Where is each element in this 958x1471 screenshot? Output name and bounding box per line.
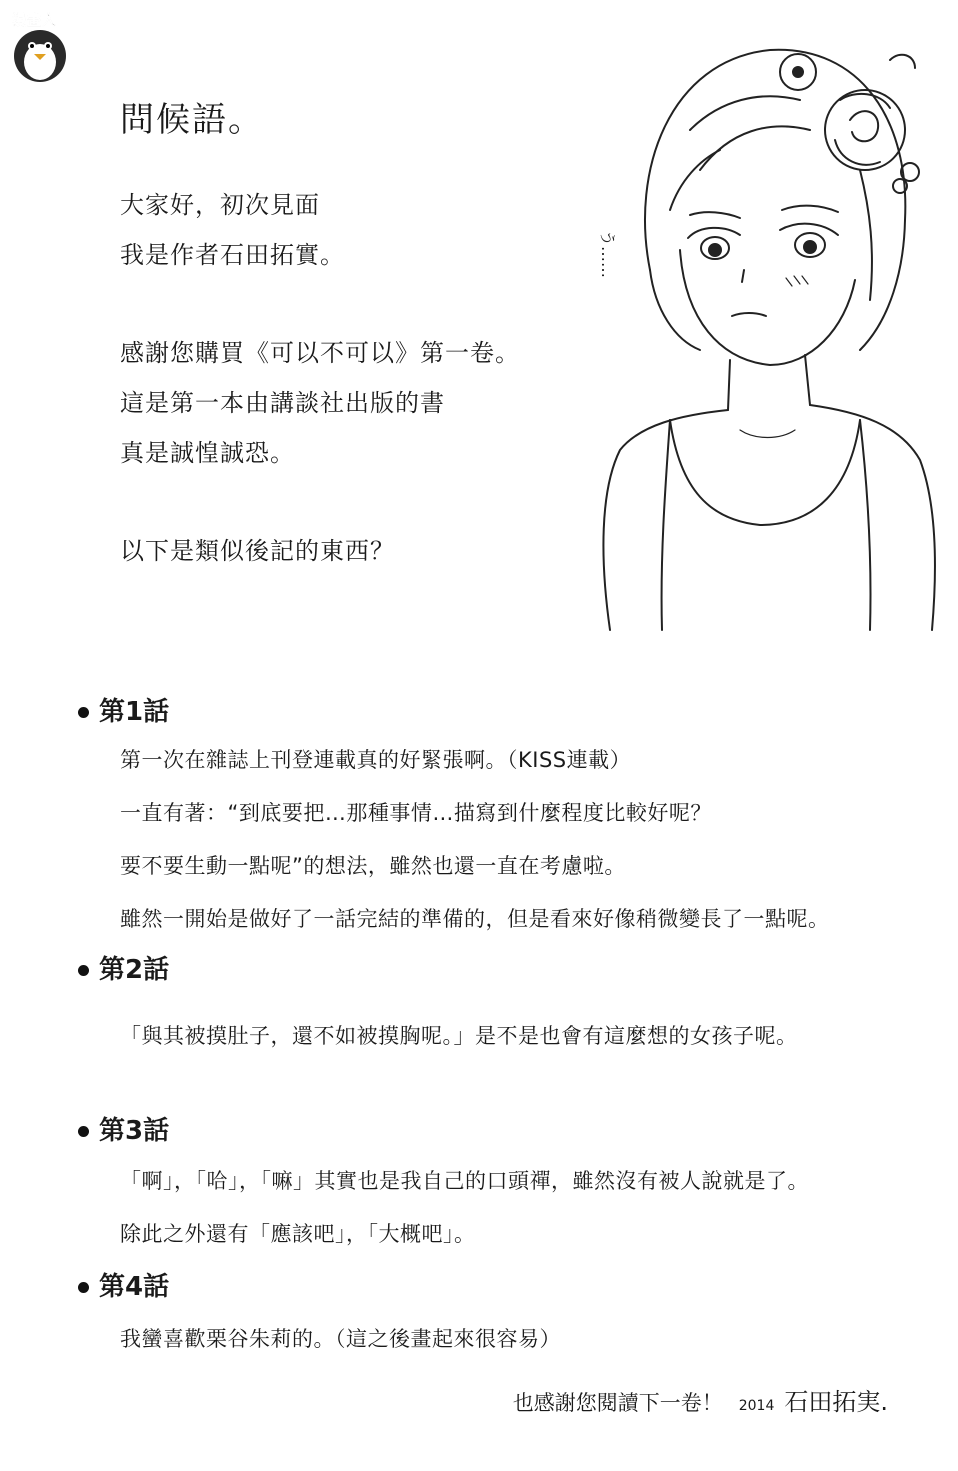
author-name: 石田拓実. <box>784 1388 888 1416</box>
bullet-icon <box>78 1282 89 1293</box>
chapter-line: 「與其被摸肚子，還不如被摸胸呢。」是不是也會有這麼想的女孩子呢。 <box>120 1024 798 1048</box>
chapter-heading <box>78 690 938 734</box>
chapter-line: 第一次在雜誌上刊登連載真的好緊張啊。（KISS連載） <box>120 748 632 772</box>
chapter-title: 第4話 <box>99 1272 170 1302</box>
chapter-heading <box>78 948 938 992</box>
chapter-title: 第3話 <box>99 1116 170 1146</box>
chapter-heading <box>78 1109 938 1153</box>
bullet-icon <box>78 1126 89 1137</box>
greeting-line: 大家好，初次見面 <box>120 191 320 219</box>
signature-year: 2014 <box>738 1398 775 1414</box>
chapter-line: 我蠻喜歡栗谷朱莉的。（這之後畫起來很容易） <box>120 1327 561 1351</box>
author-illustration <box>560 20 958 640</box>
greeting-line: 這是第一本由講談社出版的書 <box>120 389 445 417</box>
greeting-line: 真是誠惶誠恐。 <box>120 439 295 467</box>
chapter-title: 第2話 <box>99 955 170 985</box>
greeting-line: 感謝您購買《可以不可以》第一卷。 <box>120 339 520 367</box>
chapter-heading <box>78 1265 938 1309</box>
paragraph-gap <box>120 478 590 526</box>
signature <box>513 1382 888 1417</box>
sound-effect: う…… <box>598 230 617 279</box>
chapter-line: 除此之外還有「應該吧」，「大概吧」。 <box>120 1222 476 1246</box>
chapter-notes <box>78 690 938 1366</box>
signature-text: 也感謝您閱讀下一卷！ <box>512 1391 723 1415</box>
chapter-line: 要不要生動一點呢”的想法，雖然也還一直在考慮啦。 <box>120 854 626 878</box>
chapter-title: 第1話 <box>99 697 170 727</box>
chapter-line: 「啊」，「哈」，「嘛」其實也是我自己的口頭禪，雖然沒有被人說就是了。 <box>120 1169 809 1193</box>
greeting-title: 問候語。 <box>120 100 264 140</box>
bullet-icon <box>78 707 89 718</box>
greeting-line: 我是作者石田拓實。 <box>120 241 345 269</box>
site-logo <box>4 4 84 84</box>
greeting-body <box>120 180 590 576</box>
chapter-line: 雖然一開始是做好了一話完結的準備的，但是看來好像稍微變長了一點呢。 <box>120 907 830 931</box>
paragraph-gap <box>120 280 590 328</box>
bullet-icon <box>78 965 89 976</box>
logo-text: 漫畫人 <box>12 13 57 29</box>
greeting-line: 以下是類似後記的東西？ <box>120 537 395 565</box>
chapter-line: 一直有著：“到底要把…那種事情…描寫到什麼程度比較好呢？ <box>120 801 712 825</box>
